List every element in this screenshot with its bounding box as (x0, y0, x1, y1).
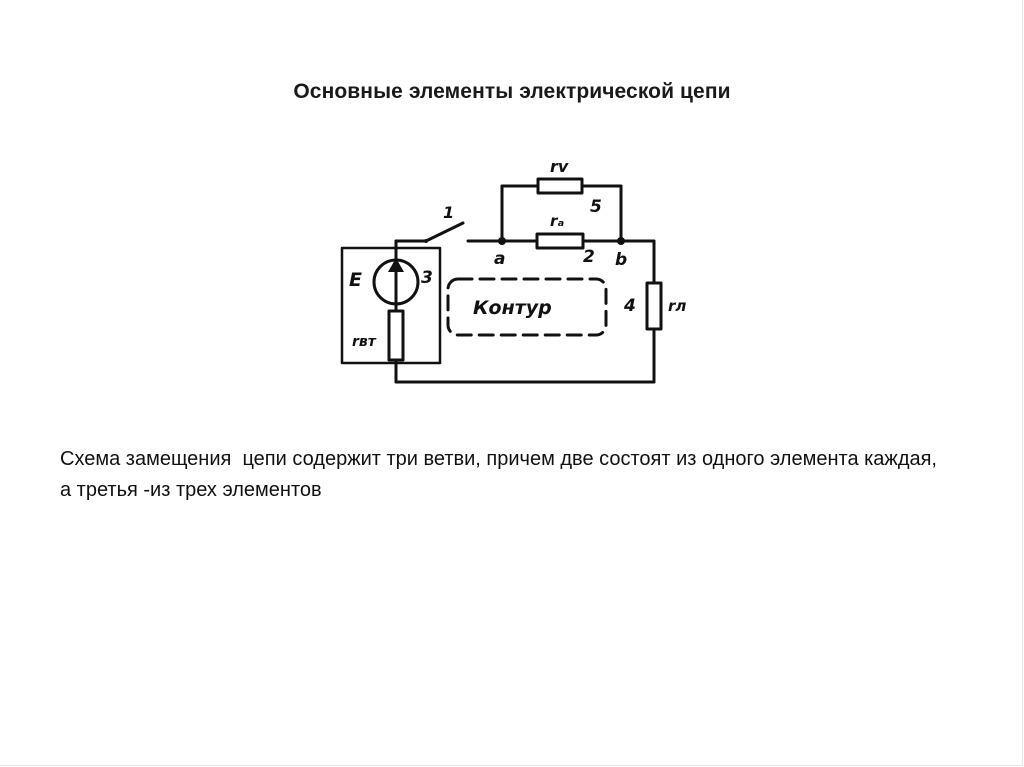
node-b-dot (617, 237, 625, 245)
switch-pivot-dot (424, 239, 428, 243)
load-resistor (647, 283, 661, 329)
label-internal-resistance: rвт (352, 334, 376, 350)
label-node-a: a (494, 249, 506, 269)
label-emf: E (349, 269, 362, 291)
label-switch-number: 1 (443, 203, 455, 222)
label-voltmeter-resistance: rv (550, 157, 569, 176)
label-load-resistance: rл (668, 297, 687, 315)
label-voltmeter-number: 5 (590, 197, 602, 217)
label-node-b: b (615, 250, 628, 270)
label-loop: Контур (473, 297, 552, 319)
circuit-svg (332, 148, 700, 398)
label-source-number: 3 (421, 268, 433, 288)
slide-title: Основные элементы электрической цепи (293, 80, 731, 103)
label-load-number: 4 (624, 296, 636, 316)
ammeter-resistor (537, 234, 583, 248)
label-ammeter-number: 2 (583, 247, 595, 267)
internal-resistor (389, 311, 403, 360)
circuit-diagram (332, 148, 700, 398)
voltmeter-resistor (538, 179, 582, 193)
node-a-dot (498, 237, 506, 245)
switch-blade (426, 223, 463, 241)
slide-caption: Схема замещения цепи содержит три ветви, причем две состоят из одного элемента каждая, а третья -из трех элементов (60, 448, 943, 501)
label-ammeter-resistance: rₐ (550, 212, 565, 230)
